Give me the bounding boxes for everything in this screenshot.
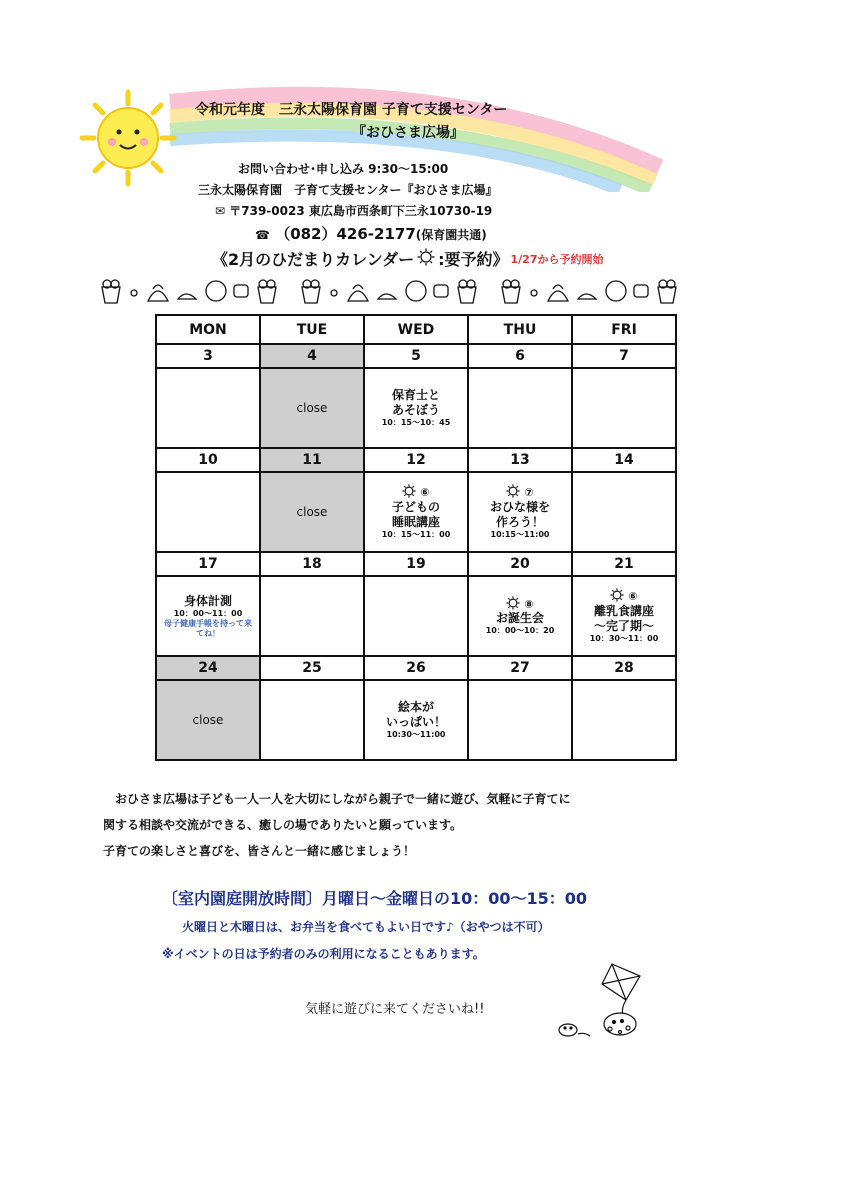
closed-label: close: [192, 712, 224, 727]
sun-icon: [78, 88, 178, 188]
reservation-badge: [469, 596, 571, 612]
event-time: 10：15～11：00: [381, 529, 451, 539]
day-number: 12: [364, 448, 468, 472]
event-time: 10:30～11:00: [386, 730, 446, 739]
day-number: 3: [156, 344, 260, 368]
event-title: 絵本が いっぱい！: [385, 700, 446, 729]
day-number: 19: [364, 552, 468, 576]
calendar-table: [155, 314, 677, 761]
event-title: 保育士と あそぼう: [391, 388, 440, 417]
day-cell: [468, 680, 572, 760]
day-number: 7: [572, 344, 676, 368]
day-cell: [572, 576, 676, 656]
event-time: 10：00～10：20: [485, 626, 555, 636]
day-number: 20: [468, 552, 572, 576]
day-number: 10: [156, 448, 260, 472]
event-note: 母子健康手帳を持って来てね！: [164, 618, 252, 638]
description-line: おひさま広場は子ども一人一人を大切にしながら親子で一緒に遊び、気軽に子育てに: [103, 792, 571, 806]
week-number-row: [156, 552, 676, 576]
day-cell: [156, 472, 260, 552]
day-cell: [572, 680, 676, 760]
description: [103, 786, 723, 864]
day-number: 18: [260, 552, 364, 576]
reservation-capacity: ⑧: [524, 597, 534, 611]
day-number: 11: [260, 448, 364, 472]
day-cell: [260, 680, 364, 760]
reservation-badge: [573, 588, 675, 604]
day-cell: [468, 368, 572, 448]
phone-icon: ☎: [255, 228, 270, 242]
event-time: 10:15～11:00: [490, 529, 550, 539]
reservation-sun-icon: [506, 486, 520, 499]
week-number-row: [156, 344, 676, 368]
reservation-sun-icon: [506, 598, 520, 611]
event-time: 10：30～11：00: [589, 633, 659, 643]
day-cell: [260, 472, 364, 552]
week-event-row: [156, 576, 676, 656]
day-cell: [468, 576, 572, 656]
reservation-capacity: ⑦: [524, 486, 534, 500]
description-line: 関する相談や交流ができる、癒しの場でありたいと願っています。: [103, 818, 463, 832]
day-number: 5: [364, 344, 468, 368]
week-number-row: [156, 656, 676, 680]
event-title: おひな様を 作ろう！: [489, 499, 550, 529]
event-title: 子どもの 睡眠講座: [391, 499, 440, 529]
day-number: 21: [572, 552, 676, 576]
event-time: 10：15～10：45: [381, 418, 451, 427]
day-number: 14: [572, 448, 676, 472]
address-text: 〒739-0023 東広島市西条町下三永10730-19: [229, 204, 493, 218]
closing-message: 気軽に遊びに来てくださいね!!: [305, 1002, 485, 1017]
event-title: 身体計測: [183, 593, 232, 608]
day-cell: [572, 368, 676, 448]
day-cell: [364, 576, 468, 656]
day-number: 13: [468, 448, 572, 472]
day-number: 17: [156, 552, 260, 576]
weekday-header: FRI: [572, 315, 676, 344]
day-number: 28: [572, 656, 676, 680]
reservation-capacity: ⑥: [420, 486, 430, 500]
closed-label: close: [296, 400, 328, 415]
reservation-capacity: ⑥: [628, 590, 638, 604]
day-cell: [156, 680, 260, 760]
open-hours-title: 〔室内園庭開放時間〕月曜日～金曜日の10：00～15：00: [162, 889, 588, 908]
day-cell: [364, 680, 468, 760]
event-title: 離乳食講座 ～完了期～: [593, 603, 654, 633]
mail-icon: ✉: [215, 204, 226, 218]
weekday-header: TUE: [260, 315, 364, 344]
day-cell: [572, 472, 676, 552]
day-number: 25: [260, 656, 364, 680]
week-event-row: [156, 472, 676, 552]
reservation-sun-icon: [402, 486, 416, 499]
phone-number: （082）426-2177: [275, 225, 416, 243]
day-cell: [468, 472, 572, 552]
reservation-start-note: 1/27から予約開始: [510, 252, 604, 266]
day-cell: [364, 368, 468, 448]
address: [215, 202, 492, 219]
reservation-badge: [365, 484, 467, 500]
sweets-decoration: [98, 275, 698, 307]
weekday-header-row: [156, 315, 676, 344]
week-event-row: [156, 368, 676, 448]
open-hours-lunch-note: 火曜日と木曜日は、お弁当を食べてもよい日です♪（おやつは不可）: [182, 920, 550, 934]
calendar-title-reserve: :要予約》: [438, 250, 509, 269]
header-title: 令和元年度 三永太陽保育園 子育て支援センター: [195, 102, 508, 118]
weekday-header: WED: [364, 315, 468, 344]
day-cell: [156, 368, 260, 448]
day-number: 26: [364, 656, 468, 680]
contact-hours: お問い合わせ･申し込み 9:30～15:00: [238, 162, 449, 176]
event-title: お誕生会: [495, 611, 544, 626]
day-cell: [260, 368, 364, 448]
weekday-header: MON: [156, 315, 260, 344]
day-number: 4: [260, 344, 364, 368]
organization: 三永太陽保育園 子育て支援センター『おひさま広場』: [198, 183, 498, 197]
header-subtitle: 『おひさま広場』: [352, 125, 464, 141]
day-cell: [260, 576, 364, 656]
event-time: 10：00～11：00: [173, 608, 243, 618]
phone-note: (保育園共通): [415, 228, 487, 242]
week-event-row: [156, 680, 676, 760]
day-number: 24: [156, 656, 260, 680]
phone: [255, 223, 487, 244]
calendar-title: [212, 247, 603, 270]
day-cell: [156, 576, 260, 656]
calendar-title-main: 《2月のひだまりカレンダー: [212, 250, 415, 269]
reservation-sun-icon: [610, 590, 624, 603]
weekday-header: THU: [468, 315, 572, 344]
day-cell: [364, 472, 468, 552]
kite-animal-illustration: [552, 962, 652, 1042]
open-hours-event-note: ※イベントの日は予約者のみの利用になることもあります。: [162, 947, 485, 961]
description-line: 子育ての楽しさと喜びを、皆さんと一緒に感じましょう！: [103, 844, 416, 858]
day-number: 27: [468, 656, 572, 680]
day-number: 6: [468, 344, 572, 368]
week-number-row: [156, 448, 676, 472]
reservation-badge: [469, 484, 571, 500]
closed-label: close: [296, 504, 328, 519]
reservation-sun-icon: [417, 248, 435, 270]
